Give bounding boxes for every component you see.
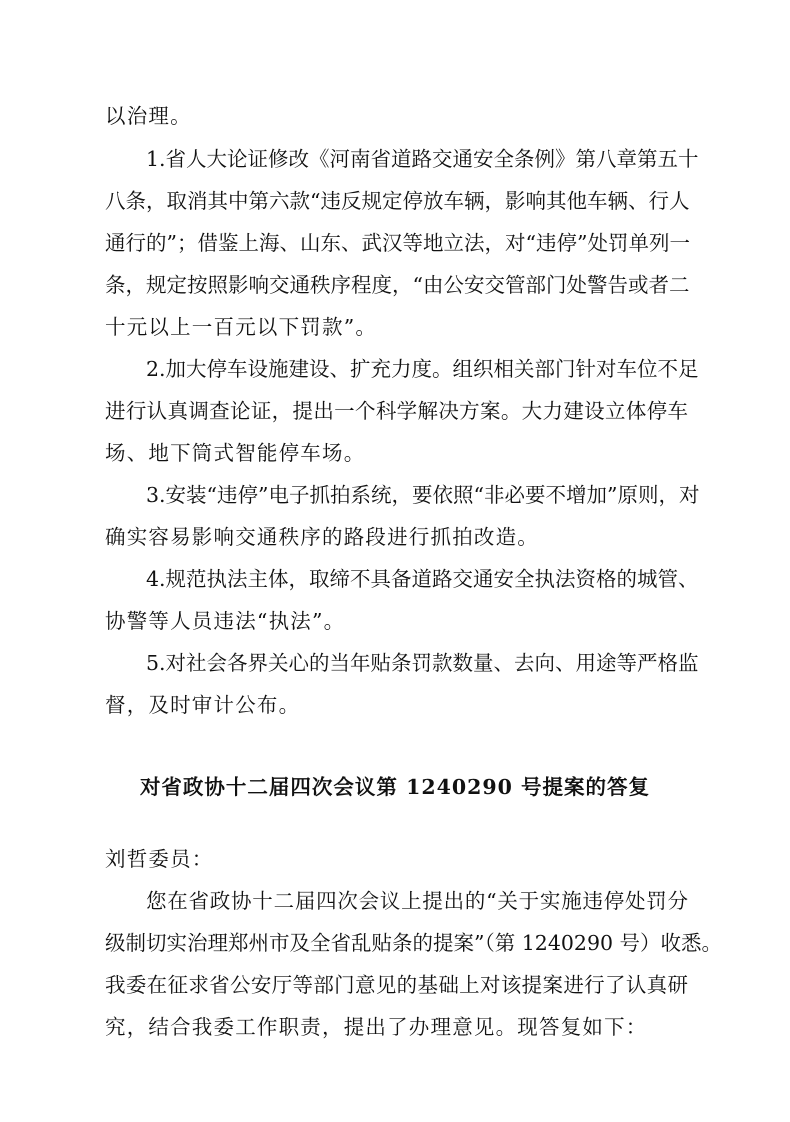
salutation: 刘哲委员： [105, 847, 214, 871]
paragraph-line: 究，结合我委工作职责，提出了办理意见。现答复如下： [105, 1015, 648, 1039]
paragraph-line: 八条，取消其中第六款“违反规定停放车辆，影响其他车辆、行人 [105, 189, 690, 213]
paragraph-line: 级制切实治理郑州市及全省乱贴条的提案”（第 1240290 号）收悉。 [105, 931, 723, 955]
paragraph-line: 协警等人员违法“执法”。 [105, 609, 346, 633]
paragraph-line: 以治理。 [105, 104, 192, 128]
paragraph-line: 5.对社会各界关心的当年贴条罚款数量、去向、用途等严格监 [146, 651, 699, 675]
paragraph-line: 您在省政协十二届四次会议上提出的“关于实施违停处罚分 [146, 889, 688, 913]
paragraph-line: 条，规定按照影响交通秩序程度，“由公安交管部门处警告或者二 [105, 273, 690, 297]
paragraph-line: 确实容易影响交通秩序的路段进行抓拍改造。 [105, 525, 539, 549]
paragraph-line: 我委在征求省公安厅等部门意见的基础上对该提案进行了认真研 [105, 973, 688, 997]
paragraph-line: 场、地下筒式智能停车场。 [105, 441, 366, 465]
paragraph-line: 十元以上一百元以下罚款”。 [105, 315, 378, 339]
paragraph-line: 4.规范执法主体，取缔不具备道路交通安全执法资格的城管、 [146, 567, 699, 591]
paragraph-line: 2.加大停车设施建设、扩充力度。组织相关部门针对车位不足 [146, 357, 699, 381]
section-title: 对省政协十二届四次会议第 1240290 号提案的答复 [139, 775, 651, 799]
paragraph-line: 督，及时审计公布。 [105, 693, 301, 717]
paragraph-line: 进行认真调查论证，提出一个科学解决方案。大力建设立体停车 [105, 399, 688, 423]
paragraph-line: 1.省人大论证修改《河南省道路交通安全条例》第八章第五十 [146, 147, 699, 171]
paragraph-line: 通行的”；借鉴上海、山东、武汉等地立法，对“违停”处罚单列一 [105, 231, 690, 255]
paragraph-line: 3.安装“违停”电子抓拍系统，要依照“非必要不增加”原则，对 [146, 483, 700, 507]
